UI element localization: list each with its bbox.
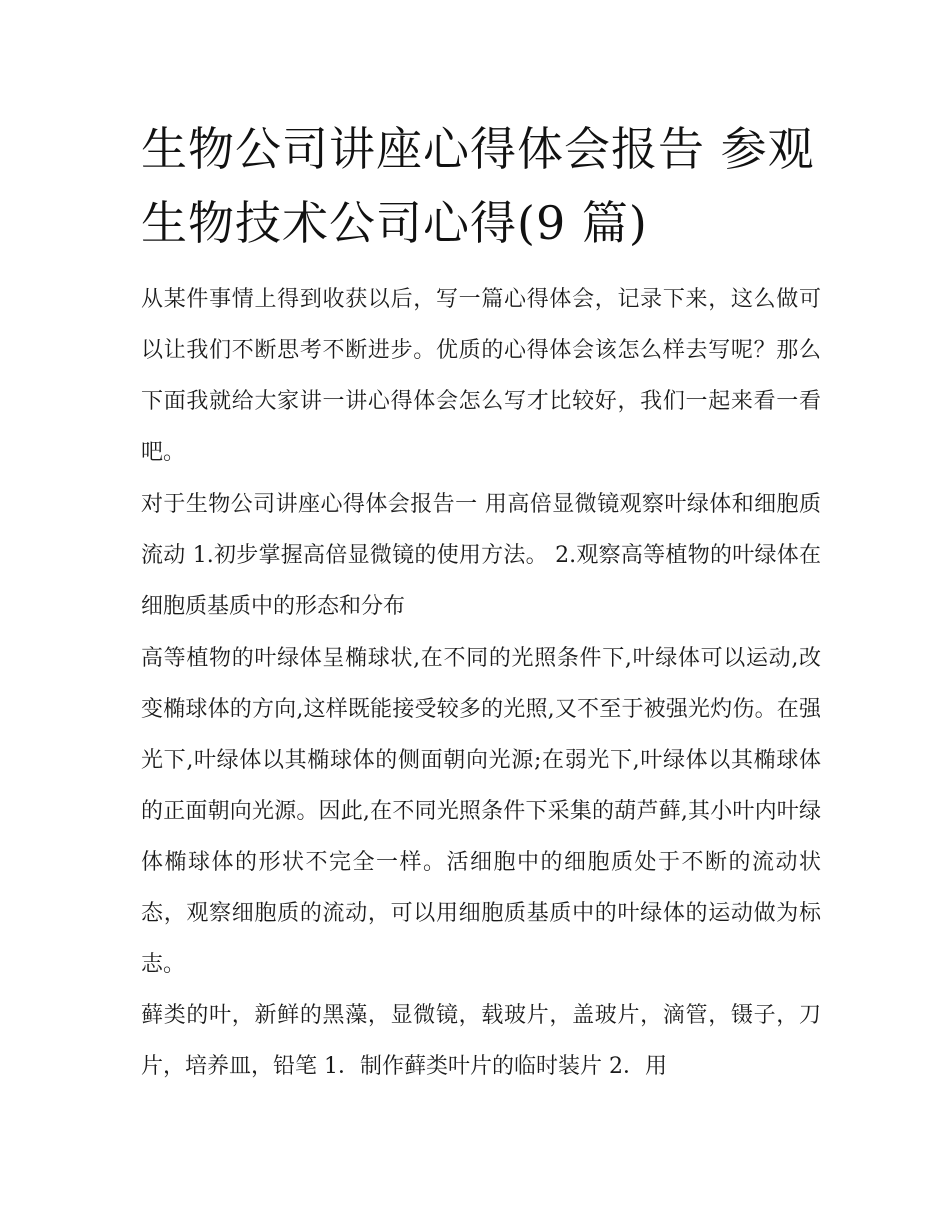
chloroplast-principle-paragraph: 高等植物的叶绿体呈椭球状,在不同的光照条件下,叶绿体可以运动,改变椭球体的方向,这样既能接受较多的光照,又不至于被强光灼伤。在强光下,叶绿体以其椭球体的侧面朝向光源;在弱光下,叶绿体以其椭球体的正面朝向光源。因此,在不同光照条件下采集的葫芦藓,其小叶内叶绿体椭球体的形状不完全一样。活细胞中的细胞质处于不断的流动状态，观察细胞质的流动，可以用细胞质基质中的叶绿体的运动做为标志。 [141,646,821,977]
materials-steps-paragraph: 藓类的叶，新鲜的黑藻，显微镜，载玻片，盖玻片，滴管，镊子，刀片，培养皿，铅笔 1．制作藓类叶片的临时装片 2．用 [141,1003,821,1079]
intro-paragraph: 从某件事情上得到收获以后，写一篇心得体会，记录下来，这么做可以让我们不断思考不断进步。优质的心得体会该怎么样去写呢？那么下面我就给大家讲一讲心得体会怎么写才比较好，我们一起来看一看吧。 [141,287,821,465]
report-one-objectives-paragraph: 对于生物公司讲座心得体会报告一 用高倍显微镜观察叶绿体和细胞质流动 1.初步掌握高倍显微镜的使用方法。 2.观察高等植物的叶绿体在细胞质基质中的形态和分布 [141,492,821,619]
document-title: 生物公司讲座心得体会报告 参观生物技术公司心得(9 篇) [141,122,815,250]
